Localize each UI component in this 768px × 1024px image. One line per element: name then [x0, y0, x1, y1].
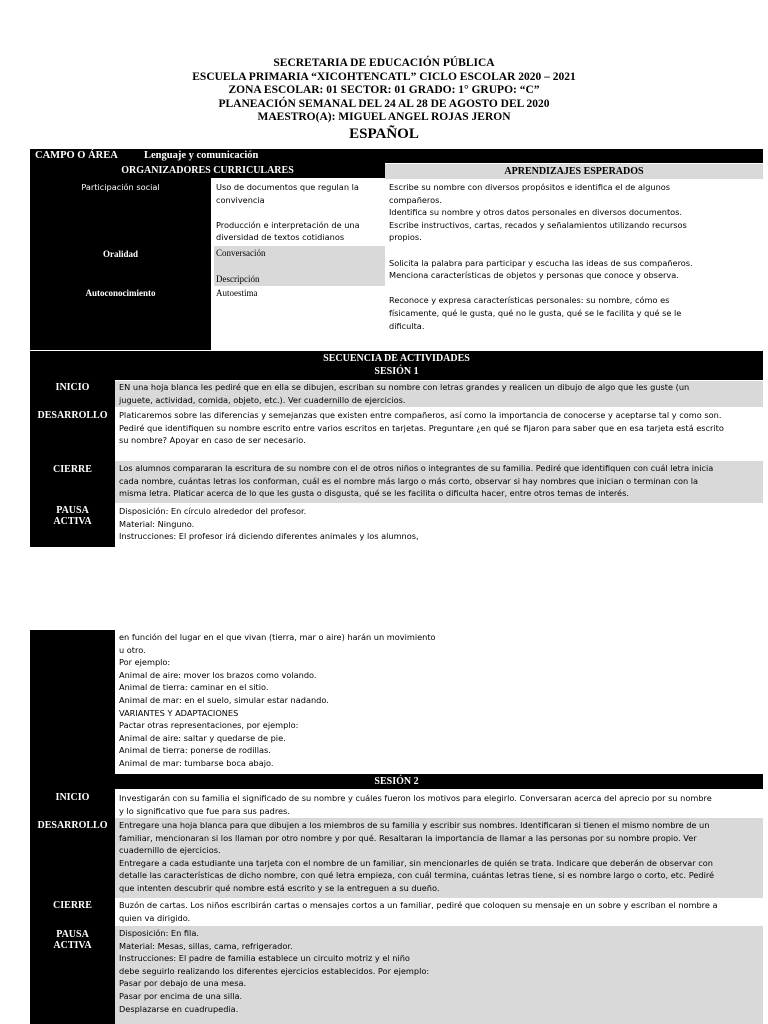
- session1-pausa-label-1: PAUSA: [56, 505, 89, 516]
- session1-desarrollo-label: DESARROLLO: [37, 410, 108, 421]
- session2-inicio-label: INICIO: [55, 792, 90, 803]
- session2-desarrollo-text: Entregare una hoja blanca para que dibujen a los miembros de su familia y escribir sus nombres. Identificaran si tienen el mismo nombre de un familiar, mencionaran si los llaman por otro nombre y por qué. Resaltaran la importancia de llamar a las personas por su nombre propio. Ver cuadernillo de ejercicios. Entregare a cada estudiante una tarjeta con el nombre de un familiar, sin mencionarles de quién se trata. Indicare que deberán de observar con detalle las características de dicho nombre, con qué letra empieza, con cuál termina, cuántas letras tiene, si es nombre largo o corto, etc. Pediré que intenten descubrir qué nombre está escrito y se la entreguen a su dueño.: [119, 820, 715, 893]
- session2-desarrollo-label: DESARROLLO: [37, 820, 108, 831]
- organizer-name-autoconocimiento: Autoconocimiento: [85, 288, 156, 298]
- header-line-ministry: SECRETARIA DE EDUCACIÓN PÚBLICA: [273, 57, 495, 69]
- session2-pausa-text: Disposición: En fila. Material: Mesas, sillas, cama, refrigerador. Instrucciones: El padre de familia establece un circuito motriz y el niño debe seguirlo realizando los diferentes ejercicios establecidos. Por ejemplo: Pasar por debajo de una mesa. Pasar por encima de una silla. Desplazarse en cuadrupedia.: [119, 928, 430, 1014]
- document-header: [0, 57, 768, 143]
- header-line-teacher: MAESTRO(A): MIGUEL ANGEL ROJAS JERON: [257, 111, 511, 123]
- session1-inicio-text: EN una hoja blanca les pediré que en ella se dibujen, escriban su nombre con letras grandes y realicen un dibujo de algo que les guste (un juguete, actividad, comida, objeto, etc.). Ver cuadernillo de ejercicios.: [119, 382, 692, 405]
- subject-title: ESPAÑOL: [349, 125, 419, 142]
- session1-pausa-label: [30, 505, 115, 527]
- session2-pausa-label-1: PAUSA: [56, 929, 89, 940]
- pausa-continuation-text: en función del lugar en el que vivan (tierra, mar o aire) harán un movimiento u otro. Por ejemplo: Animal de aire: mover los brazos como volando. Animal de tierra: caminar en el sitio. Animal de mar: en el suelo, simular estar nadando. VARIANTES Y ADAPTACIONES Pactar otras representaciones, por ejemplo: Animal de aire: saltar y quedarse de pie. Animal de tierra: ponerse de rodillas. Animal de mar: tumbarse boca abajo.: [119, 632, 436, 768]
- session2-pausa-label-2: ACTIVA: [53, 940, 92, 951]
- session1-pausa-text: Disposición: En círculo alrededor del profesor. Material: Ninguno. Instrucciones: El profesor irá diciendo diferentes animales y los alumnos,: [119, 506, 419, 542]
- session1-inicio-label: INICIO: [55, 382, 90, 393]
- header-line-zone: ZONA ESCOLAR: 01 SECTOR: 01 GRADO: 1° GRUPO: “C”: [228, 84, 540, 96]
- organizer-content-participacion: Uso de documentos que regulan la convivencia Producción e interpretación de una diversidad de textos cotidianos: [216, 182, 360, 243]
- session1-title: SESIÓN 1: [374, 366, 419, 377]
- campo-label: CAMPO O ÁREA: [35, 150, 118, 161]
- organizadores-names-column: [30, 178, 211, 350]
- campo-value: Lenguaje y comunicación: [144, 150, 259, 161]
- session1-desarrollo-text: Platicaremos sobre las diferencias y semejanzas que existen entre compañeros, así como la importancia de conocerse y aceptarse tal y como son. Pediré que identifiquen su nombre escrito entre varios escritos en tarjetas. Preguntare ¿en qué se fijaron para saber que en esa tarjeta está escrito su nombre? Apoyar en caso de ser necesario.: [119, 410, 724, 446]
- organizer-name-participacion: Participación social: [81, 182, 160, 192]
- secuencia-title: SECUENCIA DE ACTIVIDADES: [323, 353, 470, 364]
- session1-cierre-label: CIERRE: [53, 464, 92, 475]
- organizadores-header: ORGANIZADORES CURRICULARES: [30, 163, 385, 178]
- session2-pausa-label: [30, 929, 115, 951]
- aprendizajes-text: Escribe su nombre con diversos propósitos e identifica el de algunos compañeros. Identifica su nombre y otros datos personales en diversos documentos. Escribe instructivos, cartas, recados y señalamientos utilizando recursos propios. Solicita la palabra para participar y escucha las ideas de sus compañeros. Menciona características de objetos y personas que conoce y observa. Reconoce y expresa características personales: su nombre, cómo es físicamente, qué le gusta, qué no le gusta, qué se le facilita y qué se le dificulta.: [389, 182, 693, 331]
- session1-cierre-text: Los alumnos compararan la escritura de su nombre con el de otros niños o integrantes de su familia. Pediré que identifiquen con cuál letra inicia cada nombre, cuántas letras los conforman, cuál es el nombre más largo o más corto, observar si hay nombres que inician o terminan con la misma letra. Platicar acerca de lo que les gusta o disgusta, qué se les facilita o dificulta hacer, entre otros temas de interés.: [119, 463, 716, 499]
- session2-header: SESIÓN 2: [30, 774, 763, 789]
- header-line-school: ESCUELA PRIMARIA “XICOHTENCATL” CICLO ESCOLAR 2020 – 2021: [192, 70, 576, 83]
- organizer-content-autoconocimiento: Autoestima: [216, 288, 258, 298]
- campo-row: [30, 149, 763, 163]
- organizer-content-oralidad: Conversación Descripción: [216, 248, 266, 284]
- organizer-name-oralidad: Oralidad: [102, 249, 138, 259]
- session1-pausa-label-2: ACTIVA: [53, 516, 92, 527]
- header-line-week: PLANEACIÓN SEMANAL DEL 24 AL 28 DE AGOSTO DEL 2020: [218, 97, 550, 110]
- session2-inicio-text: Investigarán con su familia el significado de su nombre y cuáles fueron los motivos para elegirlo. Conversaran acerca del aprecio por su nombre y lo significativo que fue para sus padres.: [119, 793, 715, 816]
- session2-cierre-text: Buzón de cartas. Los niños escribirán cartas o mensajes cortos a un familiar, pediré que coloquen su mensaje en un sobre y escriban el nombre a quien va dirigido.: [119, 900, 721, 923]
- aprendizajes-header: APRENDIZAJES ESPERADOS: [385, 164, 763, 179]
- secuencia-header: [30, 351, 763, 380]
- session2-cierre-label: CIERRE: [53, 900, 92, 911]
